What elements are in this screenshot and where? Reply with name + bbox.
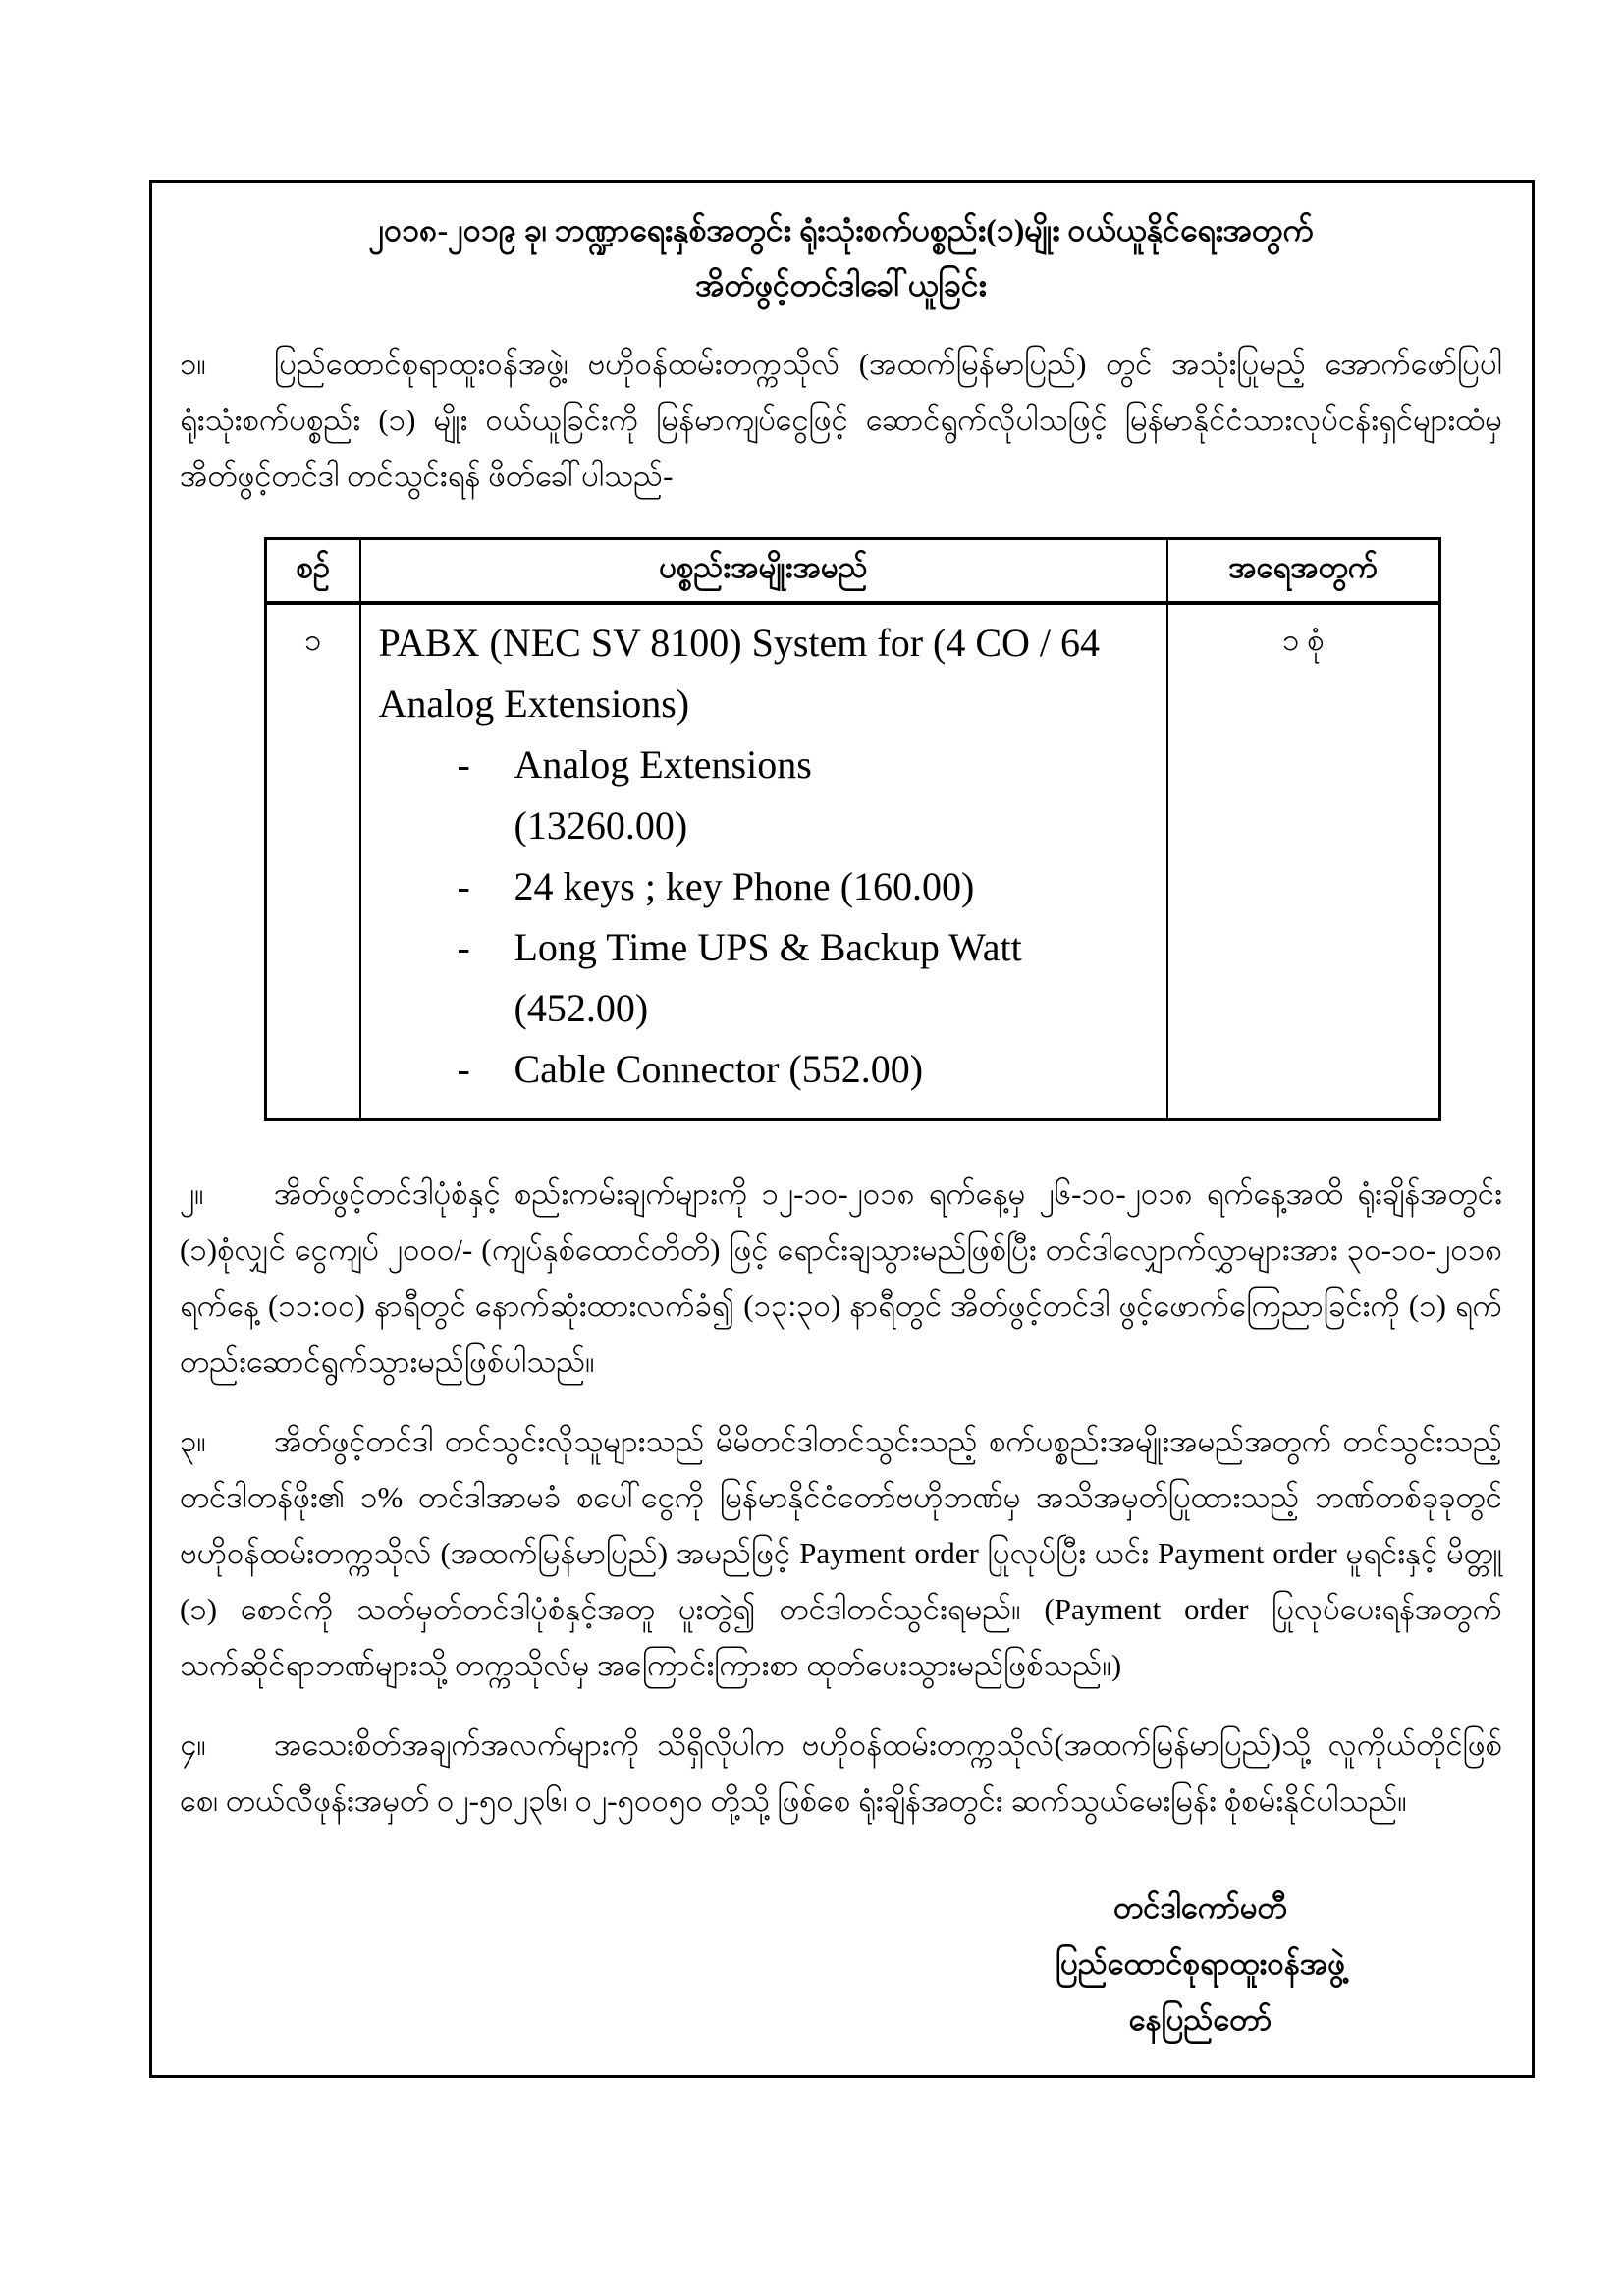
paragraph-2-number: ၂။: [180, 1176, 204, 1211]
paragraph-1-text: ပြည်ထောင်စုရာထူးဝန်အဖွဲ့၊ ဗဟိုဝန်ထမ်းတက္ကသိုလ် (အထက်မြန်မာပြည်) တွင် အသုံးပြုမည့် အောက်ဖော်ပြပါ ရုံးသုံးစက်ပစ္စည်း (၁) မျိုး ဝယ်ယူခြင်းကို မြန်မာကျပ်ငွေဖြင့် ဆောင်ရွက်လိုပါသဖြင့် မြန်မာနိုင်ငံသားလုပ်ငန်းရှင်များထံမှ အိတ်ဖွင့်တင်ဒါ တင်သွင်းရန် ဖိတ်ခေါ်ပါသည်-: [180, 347, 1502, 493]
table-header-serial: စဉ်: [266, 539, 360, 604]
paragraph-3: [180, 1413, 1502, 1693]
table-cell-item: [360, 603, 1167, 1120]
paragraph-4-text: အသေးစိတ်အချက်အလက်များကို သိရှိလိုပါက ဗဟိုဝန်ထမ်းတက္ကသိုလ်(အထက်မြန်မာပြည်)သို့ လူကိုယ်တိုင်ဖြစ်စေ၊ တယ်လီဖုန်းအမှတ် ၀၂-၅၀၂၃၆၊ ၀၂-၅၀၀၅၀ တို့သို့ဖြစ်စေ ရုံးချိန်အတွင်း ဆက်သွယ်မေးမြန်း စုံစမ်းနိုင်ပါသည်။: [180, 1727, 1502, 1818]
dash-bullet: -: [457, 925, 470, 969]
item-title: PABX (NEC SV 8100) System for (4 CO / 64 Analog Extensions): [378, 621, 1101, 726]
sub-item-1-value: (13260.00): [514, 803, 688, 847]
table-header-row: [266, 539, 1440, 604]
dash-bullet: -: [457, 1047, 470, 1091]
document-border-frame: [149, 180, 1535, 2078]
paragraph-3-text: အိတ်ဖွင့်တင်ဒါ တင်သွင်းလိုသူများသည် မိမိတင်ဒါတင်သွင်းသည့် စက်ပစ္စည်းအမျိုးအမည်အတွက် တင်သွင်းသည့် တင်ဒါတန်ဖိုး၏ ၁% တင်ဒါအာမခံ စပေါ်ငွေကို မြန်မာနိုင်ငံတော်ဗဟိုဘဏ်မှ အသိအမှတ်ပြုထားသည့် ဘဏ်တစ်ခုခုတွင် ဗဟိုဝန်ထမ်းတက္ကသိုလ် (အထက်မြန်မာပြည်) အမည်ဖြင့် Payment order ပြုလုပ်ပြီး ယင်း Payment order မူရင်းနှင့် မိတ္တူ (၁) စောင်ကို သတ်မှတ်တင်ဒါပုံစံနှင့်အတူ ပူးတွဲ၍ တင်ဒါတင်သွင်းရမည်။ (Payment order ပြုလုပ်ပေးရန်အတွက် သက်ဆိုင်ရာဘဏ်များသို့ တက္ကသိုလ်မှ အကြောင်းကြားစာ ထုတ်ပေးသွားမည်ဖြစ်သည်။): [180, 1424, 1502, 1682]
table-cell-serial: ၁: [266, 603, 360, 1120]
paragraph-2-text: အိတ်ဖွင့်တင်ဒါပုံစံနှင့် စည်းကမ်းချက်များကို ၁၂-၁၀-၂၀၁၈ ရက်နေ့မှ ၂၆-၁၀-၂၀၁၈ ရက်နေ့အထိ ရုံးချိန်အတွင်း (၁)စုံလျှင် ငွေကျပ် ၂၀၀၀/- (ကျပ်နှစ်ထောင်တိတိ) ဖြင့် ရောင်းချသွားမည်ဖြစ်ပြီး တင်ဒါလျှောက်လွှာများအား ၃၀-၁၀-၂၀၁၈ ရက်နေ့ (၁၁:၀၀) နာရီတွင် နောက်ဆုံးထားလက်ခံ၍ (၁၃:၃၀) နာရီတွင် အိတ်ဖွင့်တင်ဒါ ဖွင့်ဖောက်ကြေညာခြင်းကို (၁) ရက်တည်းဆောင်ရွက်သွားမည်ဖြစ်ပါသည်။: [180, 1176, 1502, 1379]
dash-bullet: -: [457, 864, 470, 908]
paragraph-1-number: ၁။: [180, 347, 206, 381]
sub-item-1: [379, 735, 1153, 795]
table-header-quantity: အရေအတွက်: [1167, 539, 1440, 604]
sub-item-2-label: 24 keys ; key Phone (160.00): [514, 864, 975, 908]
paragraph-1: [180, 336, 1502, 504]
paragraph-2: [180, 1166, 1502, 1390]
sub-item-3-label: Long Time UPS & Backup Watt (452.00): [514, 925, 1022, 1030]
sub-item-2: [379, 856, 1153, 917]
tender-items-table: [264, 537, 1441, 1121]
document-title: [180, 202, 1502, 312]
paragraph-4: [180, 1717, 1502, 1829]
paragraph-4-number: ၄။: [180, 1727, 206, 1762]
signature-block: [1056, 1880, 1345, 2048]
table-row: [266, 603, 1440, 1120]
dash-bullet: -: [457, 742, 470, 787]
paragraph-3-number: ၃။: [180, 1424, 206, 1458]
title-line-2: အိတ်ဖွင့်တင်ဒါခေါ်ယူခြင်း: [695, 267, 987, 302]
signature-committee: တင်ဒါကော်မတီ: [1113, 1890, 1287, 1925]
table-header-item-name: ပစ္စည်းအမျိုးအမည်: [360, 539, 1167, 604]
signature-location: နေပြည်တော်: [1128, 2002, 1272, 2037]
sub-item-3: [379, 917, 1153, 1039]
sub-item-1-label: Analog Extensions: [514, 742, 812, 787]
signature-organization: ပြည်ထောင်စုရာထူးဝန်အဖွဲ့: [1055, 1946, 1345, 1981]
title-line-1: ၂၀၁၈-၂၀၁၉ ခု၊ ဘဏ္ဍာရေးနှစ်အတွင်း ရုံးသုံးစက်ပစ္စည်း(၁)မျိုး ဝယ်ယူနိုင်ရေးအတွက်: [368, 212, 1314, 247]
table-cell-quantity: ၁ စုံ: [1167, 603, 1440, 1120]
sub-item-4: [379, 1039, 1153, 1100]
sub-item-4-label: Cable Connector (552.00): [514, 1047, 924, 1091]
